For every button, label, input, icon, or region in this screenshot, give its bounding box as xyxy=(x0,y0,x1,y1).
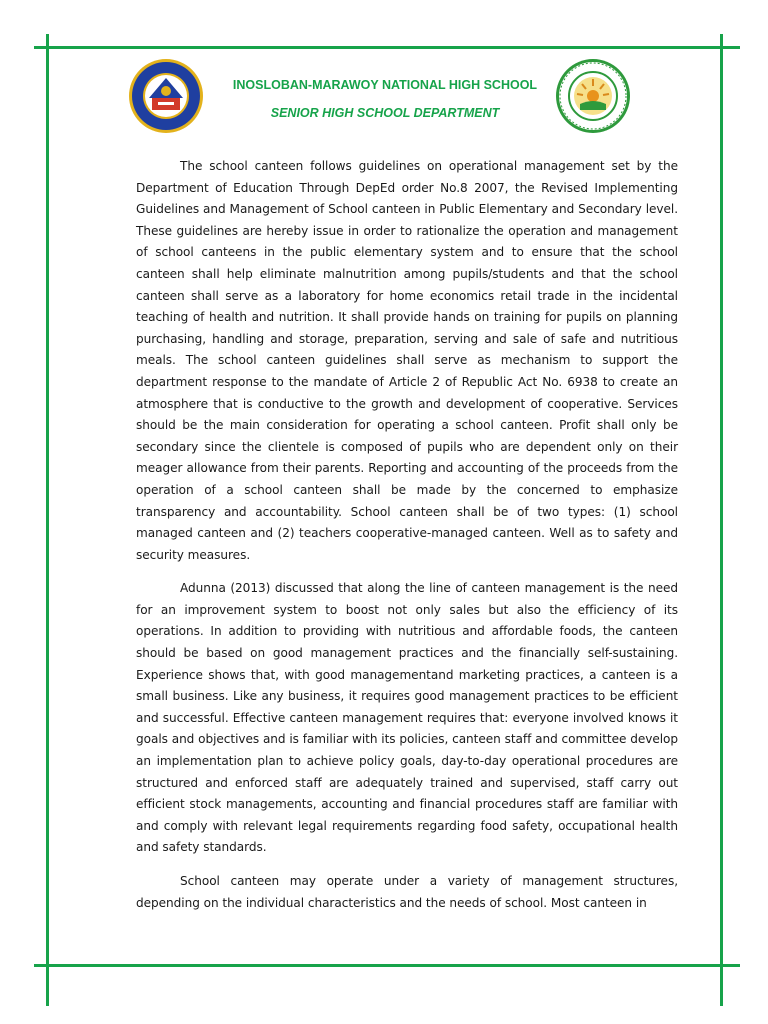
top-border-line xyxy=(34,46,740,49)
school-name: INOSLOBAN-MARAWOY NATIONAL HIGH SCHOOL xyxy=(232,78,538,92)
paragraph: Adunna (2013) discussed that along the line of canteen management is the need for an improvement system to boost not only sales but also the efficiency of its operations. In addition to providing with nutritious and affordable foods, the canteen should be based on good management practices and the financially self-sustaining. Experience shows that, with good managementand marketing practices, a canteen is a small business. Like any business, it requires good management practices to be efficient and successful. Effective canteen management requires that: everyone involved knows it goals and objectives and is familiar with its policies, canteen staff and committee develop an implementation plan to achieve policy goals, day-to-day operational procedures are structured and enforced staff are adequately trained and supervised, staff carry out efficient stock managements, accounting and financial procedures staff are familiar with and comply with relevant legal requirements regarding food safety, occupational health and safety standards. xyxy=(136,581,678,855)
right-border-line xyxy=(720,34,723,1006)
paragraph: School canteen may operate under a variety of management structures, depending on the individual characteristics and the needs of school. Most canteen in xyxy=(136,874,678,910)
left-border-line xyxy=(46,34,49,1006)
bottom-border-line xyxy=(34,964,740,967)
school-seal-icon xyxy=(555,58,631,134)
deped-seal-icon xyxy=(128,58,204,134)
department-name: SENIOR HIGH SCHOOL DEPARTMENT xyxy=(270,106,500,120)
paragraph: The school canteen follows guidelines on operational management set by the Department of Education Through DepEd order No.8 2007, the Revised Implementing Guidelines and Management of School canteen in Public Elementary and Secondary level. These guidelines are hereby issue in order to rationalize the operation and management of school canteens in the public elementary system and to ensure that the school canteen shall help eliminate malnutrition among pupils/students and that the school canteen shall serve as a laboratory for home economics retail trade in the incidental teaching of health and nutrition. It shall provide hands on training for pupils on planning purchasing, handling and storage, preparation, serving and sale of safe and nutritious meals. The school canteen guidelines shall serve as mechanism to support the department response to the mandate of Article 2 of Republic Act No. 6938 to create an atmosphere that is conductive to the growth and development of cooperative. Services should be the main consideration for operating a school canteen. Profit shall only be secondary since the clientele is composed of pupils who are dependent only on their meager allowance from their parents. Reporting and accounting of the proceeds from the operation of a school canteen shall be made by the concerned to emphasize transparency and accountability. School canteen shall be of two types: (1) school managed canteen and (2) teachers cooperative-managed canteen. Well as to safety and security measures. xyxy=(136,159,678,562)
body-text xyxy=(136,156,678,926)
